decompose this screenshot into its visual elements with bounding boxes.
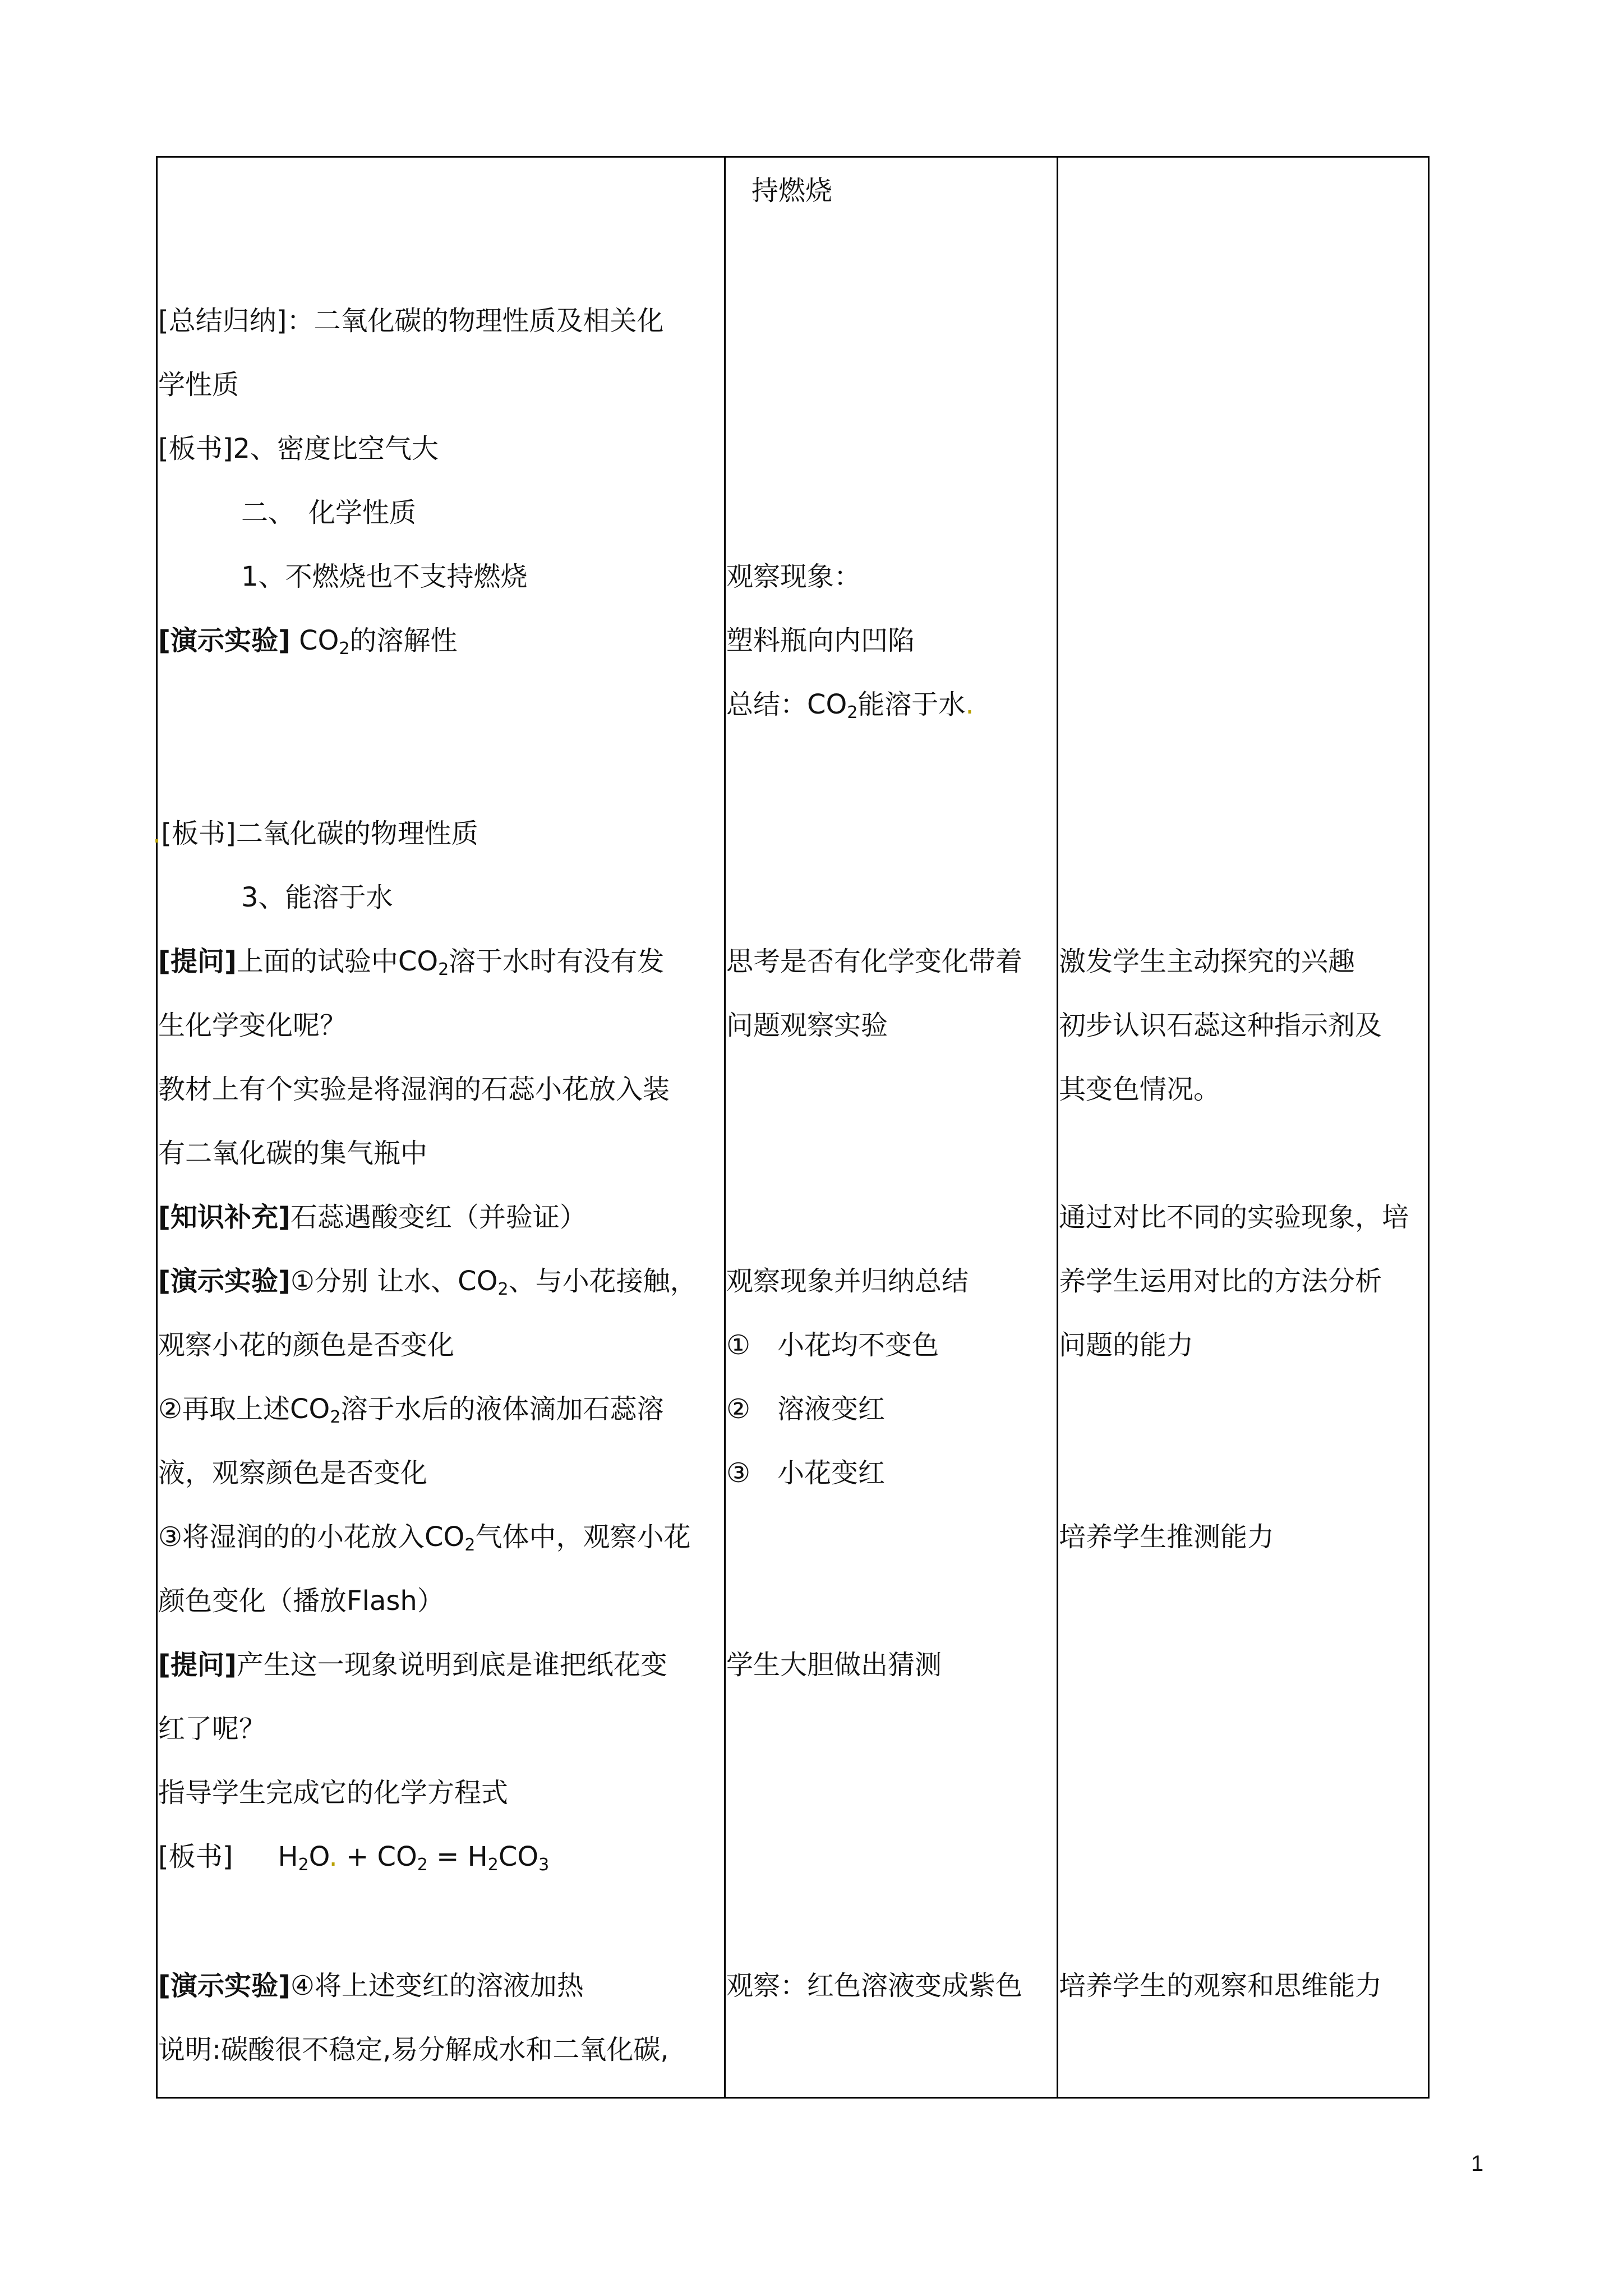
design-intent-line: 初步认识石蕊这种指示剂及 (1059, 1010, 1382, 1041)
chemical-equation: $H_2O$. + $CO_2 = H_2CO_3$ (278, 1841, 550, 1875)
design-intent-line: 激发学生主动探究的兴趣 (1059, 946, 1355, 977)
question-tag: [提问] (158, 946, 237, 977)
result-item: ① 小花均不变色 (726, 1329, 939, 1361)
board-tag: [板书] (158, 1841, 233, 1872)
design-intent-line: 培养学生的观察和思维能力 (1059, 1970, 1382, 2001)
section-item: 3、能溶于水 (241, 882, 393, 913)
demo-experiment-line: [演示实验] $CO_2$的溶解性 (158, 625, 458, 659)
student-activity-line: 总结：$CO_2$能溶于水. (726, 689, 974, 723)
question-line: 红了呢？ (158, 1713, 266, 1745)
student-activity-line: 观察现象并归纳总结 (726, 1266, 969, 1297)
section-heading: 二、 化学性质 (241, 497, 417, 528)
paragraph-line: 指导学生完成它的化学方程式 (158, 1777, 509, 1809)
column-divider-2 (1057, 158, 1058, 2097)
paragraph-line: ②再取上述$CO_2$溶于水后的液体滴加石蕊溶 (158, 1393, 664, 1427)
demo-tag: [演示实验] (158, 1970, 291, 2001)
question-line: [提问]上面的试验中$CO_2$溶于水时有没有发 (158, 946, 665, 979)
student-activity-line: 学生大胆做出猜测 (726, 1649, 942, 1681)
paragraph-line: 说明:碳酸很不稳定,易分解成水和二氧化碳, (158, 2034, 669, 2065)
knowledge-line: [知识补充]石蕊遇酸变红（并验证） (158, 1202, 587, 1233)
student-activity-line: 观察：红色溶液变成紫色 (726, 1970, 1023, 2001)
summary-line: 学性质 (158, 369, 239, 401)
paragraph-line: 有二氧化碳的集气瓶中 (158, 1138, 428, 1169)
design-intent-line: 通过对比不同的实验现象，培 (1059, 1202, 1409, 1233)
paragraph-line: 颜色变化（播放Flash） (158, 1585, 444, 1617)
question-tag: [提问] (158, 1649, 237, 1681)
paragraph-line: 液，观察颜色是否变化 (158, 1457, 428, 1489)
student-activity-line: 持燃烧 (751, 175, 833, 206)
board-note: [板书]2、密度比空气大 (158, 433, 439, 464)
paragraph-line: ③将湿润的的小花放入$CO_2$气体中，观察小花 (158, 1521, 691, 1555)
paragraph-line: 教材上有个实验是将湿润的石蕊小花放入装 (158, 1074, 670, 1105)
student-activity-line: 思考是否有化学变化带着 (726, 946, 1023, 977)
student-activity-line: 观察现象： (726, 561, 861, 592)
question-line: 生化学变化呢？ (158, 1010, 347, 1041)
knowledge-tag: [知识补充] (158, 1202, 291, 1233)
student-activity-line: 问题观察实验 (726, 1010, 888, 1041)
paragraph-line: 观察小花的颜色是否变化 (158, 1329, 455, 1361)
chemical-equation-line (158, 1840, 549, 1882)
result-item: ② 溶液变红 (726, 1393, 886, 1425)
design-intent-line: 其变色情况。 (1059, 1074, 1221, 1105)
demo-tag: [演示实验] (158, 625, 291, 656)
column-divider-1 (724, 158, 726, 2097)
design-intent-line: 培养学生推测能力 (1059, 1521, 1275, 1553)
question-line: [提问]产生这一现象说明到底是谁把纸花变 (158, 1649, 667, 1681)
board-note: .[板书]二氧化碳的物理性质 (153, 818, 478, 849)
design-intent-line: 问题的能力 (1059, 1329, 1194, 1361)
design-intent-line: 养学生运用对比的方法分析 (1059, 1266, 1382, 1297)
demo-tag: [演示实验] (158, 1266, 291, 1297)
summary-line: [总结归纳]：二氧化碳的物理性质及相关化 (158, 305, 664, 337)
result-item: ③ 小花变红 (726, 1457, 886, 1489)
section-item: 1、不燃烧也不支持燃烧 (241, 561, 528, 592)
demo-experiment-line: [演示实验]④将上述变红的溶液加热 (158, 1970, 584, 2001)
student-activity-line: 塑料瓶向内凹陷 (726, 625, 915, 656)
demo-experiment-line: [演示实验]①分别 让水、$CO_2$、与小花接触， (158, 1266, 697, 1299)
page-number: 1 (1471, 2151, 1484, 2176)
